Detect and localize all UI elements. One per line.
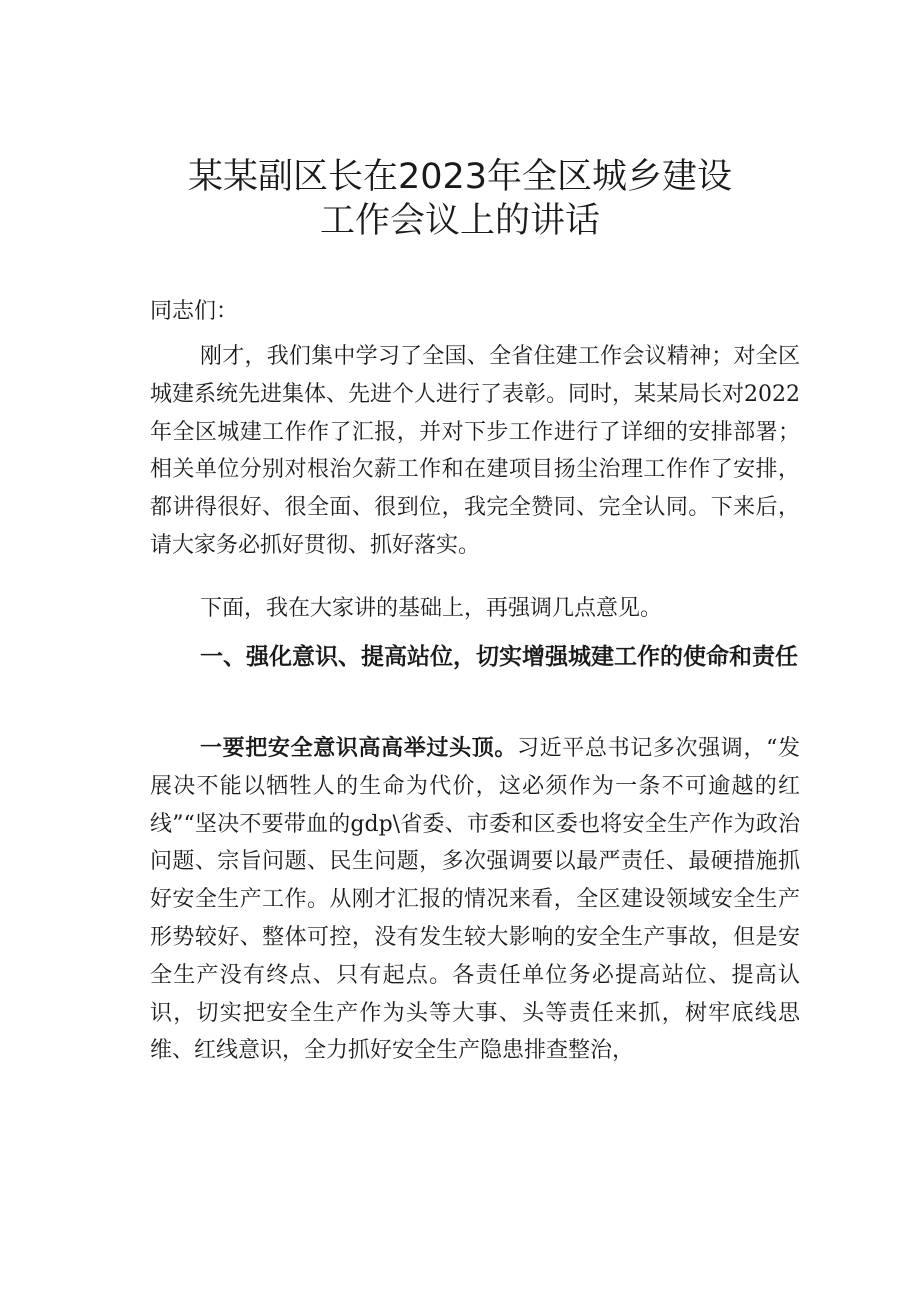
paragraph-opening: 刚才，我们集中学习了全国、全省住建工作会议精神；对全区城建系统先进集体、先进个人进行了表彰。同时，某某局长对2022年全区城建工作作了汇报，并对下步工作进行了详细的安排部署；相关单位分别对根治欠薪工作和在建项目扬尘治理工作作了安排，都讲得很好、很全面、很到位，我完全赞同、完全认同。下来后，请大家务必抓好贯彻、抓好落实。: [150, 344, 800, 558]
salutation: 同志们：: [150, 299, 239, 324]
document-title-line-2: 工作会议上的讲话: [319, 201, 600, 241]
paragraph-safety-body: 习近平总书记多次强调，“发展决不能以牺牲人的生命为代价，这必须作为一条不可逾越的红线”“坚决不要带血的gdp\省委、市委和区委也将安全生产作为政治问题、宗旨问题、民生问题，多次强调要以最严责任、最硬措施抓好安全生产工作。从刚才汇报的情况来看，全区建设领域安全生产形势较好、整体可控，没有发生较大影响的安全生产事故，但是安全生产没有终点、只有起点。各责任单位务必提高站位、提高认识，切实把安全生产作为头等大事、头等责任来抓，树牢底线思维、红线意识，全力抓好安全生产隐患排查整治，: [150, 736, 800, 1064]
paragraph-safety-lead: 一要把安全意识高高举过头顶。: [200, 735, 518, 761]
paragraph-safety: [150, 730, 800, 1070]
paragraph-intro: 下面，我在大家讲的基础上，再强调几点意见。: [200, 596, 663, 621]
section-heading-1: 一、强化意识、提高站位，切实增强城建工作的使命和责任: [200, 644, 798, 670]
document-title-line-1: 某某副区长在2023年全区城乡建设: [187, 157, 733, 197]
